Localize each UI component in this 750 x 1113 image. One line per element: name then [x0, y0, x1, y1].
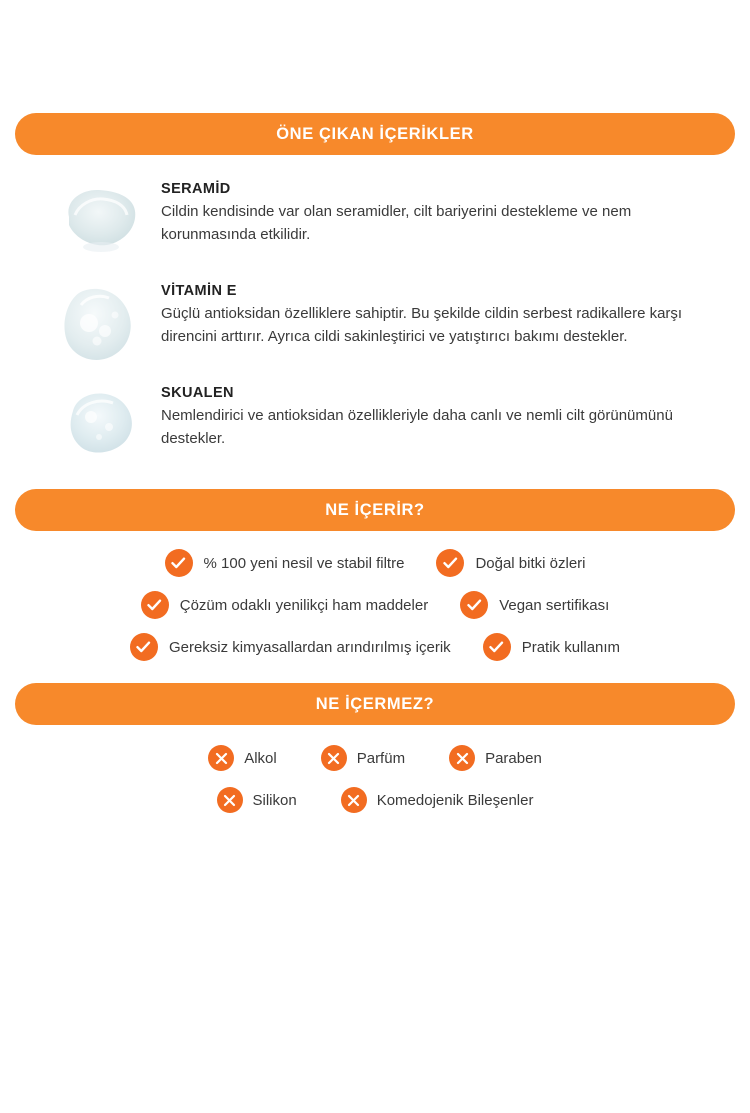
cross-icon	[341, 787, 367, 813]
contains-label: Çözüm odaklı yenilikçi ham maddeler	[179, 596, 429, 614]
list-item	[436, 549, 585, 577]
list-item	[130, 633, 451, 661]
list-item	[208, 745, 277, 771]
cross-icon	[449, 745, 475, 771]
free-from-label: Komedojenik Bileşenler	[376, 791, 534, 809]
contains-label: Pratik kullanım	[521, 638, 621, 656]
ingredient-text-block	[161, 381, 715, 450]
list-item	[141, 591, 428, 619]
cross-icon	[208, 745, 234, 771]
list-item	[449, 745, 542, 771]
list-item	[321, 745, 405, 771]
free-from-label: Alkol	[244, 749, 277, 767]
ingredient-description: Cildin kendisinde var olan seramidler, cilt bariyerini destekleme ve nem korunmasında etkilidir.	[161, 203, 632, 243]
check-icon	[483, 633, 511, 661]
check-icon	[165, 549, 193, 577]
list-item	[483, 633, 620, 661]
list-item	[460, 591, 609, 619]
list-row	[39, 745, 711, 771]
check-icon	[460, 591, 488, 619]
free-from-label: Silikon	[252, 791, 297, 809]
free-from-list	[15, 745, 735, 813]
list-item	[55, 381, 715, 469]
contains-label: Gereksiz kimyasallardan arındırılmış içerik	[168, 638, 451, 656]
list-item	[165, 549, 405, 577]
contains-label: % 100 yeni nesil ve stabil filtre	[203, 554, 405, 572]
cross-icon	[321, 745, 347, 771]
section-banner-highlighted-ingredients: ÖNE ÇIKAN İÇERİKLER	[15, 113, 735, 155]
contains-label: Doğal bitki özleri	[475, 554, 586, 572]
serum-drop-swatch-icon	[55, 381, 147, 469]
ingredient-title: SKUALEN	[161, 385, 234, 401]
list-row	[39, 787, 711, 813]
cream-swatch-icon	[55, 177, 147, 265]
free-from-label: Paraben	[485, 749, 542, 767]
check-icon	[130, 633, 158, 661]
contains-list	[15, 549, 735, 661]
list-row	[39, 591, 711, 619]
product-info-page	[0, 113, 750, 1113]
ingredient-text-block	[161, 279, 715, 348]
ingredient-title: VİTAMİN E	[161, 283, 237, 299]
list-item	[55, 279, 715, 367]
ingredient-description: Nemlendirici ve antioksidan özellikleriyle daha canlı ve nemli cilt görünümünü destekler.	[161, 407, 673, 447]
check-icon	[436, 549, 464, 577]
ingredient-text-block	[161, 177, 715, 246]
free-from-label: Parfüm	[356, 749, 406, 767]
cross-icon	[217, 787, 243, 813]
section-banner-contains: NE İÇERİR?	[15, 489, 735, 531]
ingredient-description: Güçlü antioksidan özelliklere sahiptir. Bu şekilde cildin serbest radikallere karşı direncini arttırır. Ayrıca cildi sakinleştirici ve yatıştırıcı bakımı destekler.	[161, 305, 683, 345]
check-icon	[141, 591, 169, 619]
section-banner-free-from: NE İÇERMEZ?	[15, 683, 735, 725]
contains-label: Vegan sertifikası	[499, 596, 610, 614]
highlighted-ingredients-list	[15, 177, 735, 469]
list-row	[39, 549, 711, 577]
list-item	[217, 787, 297, 813]
list-item	[341, 787, 534, 813]
gel-bubbles-swatch-icon	[55, 279, 147, 367]
list-item	[55, 177, 715, 265]
ingredient-title: SERAMİD	[161, 181, 231, 197]
list-row	[39, 633, 711, 661]
